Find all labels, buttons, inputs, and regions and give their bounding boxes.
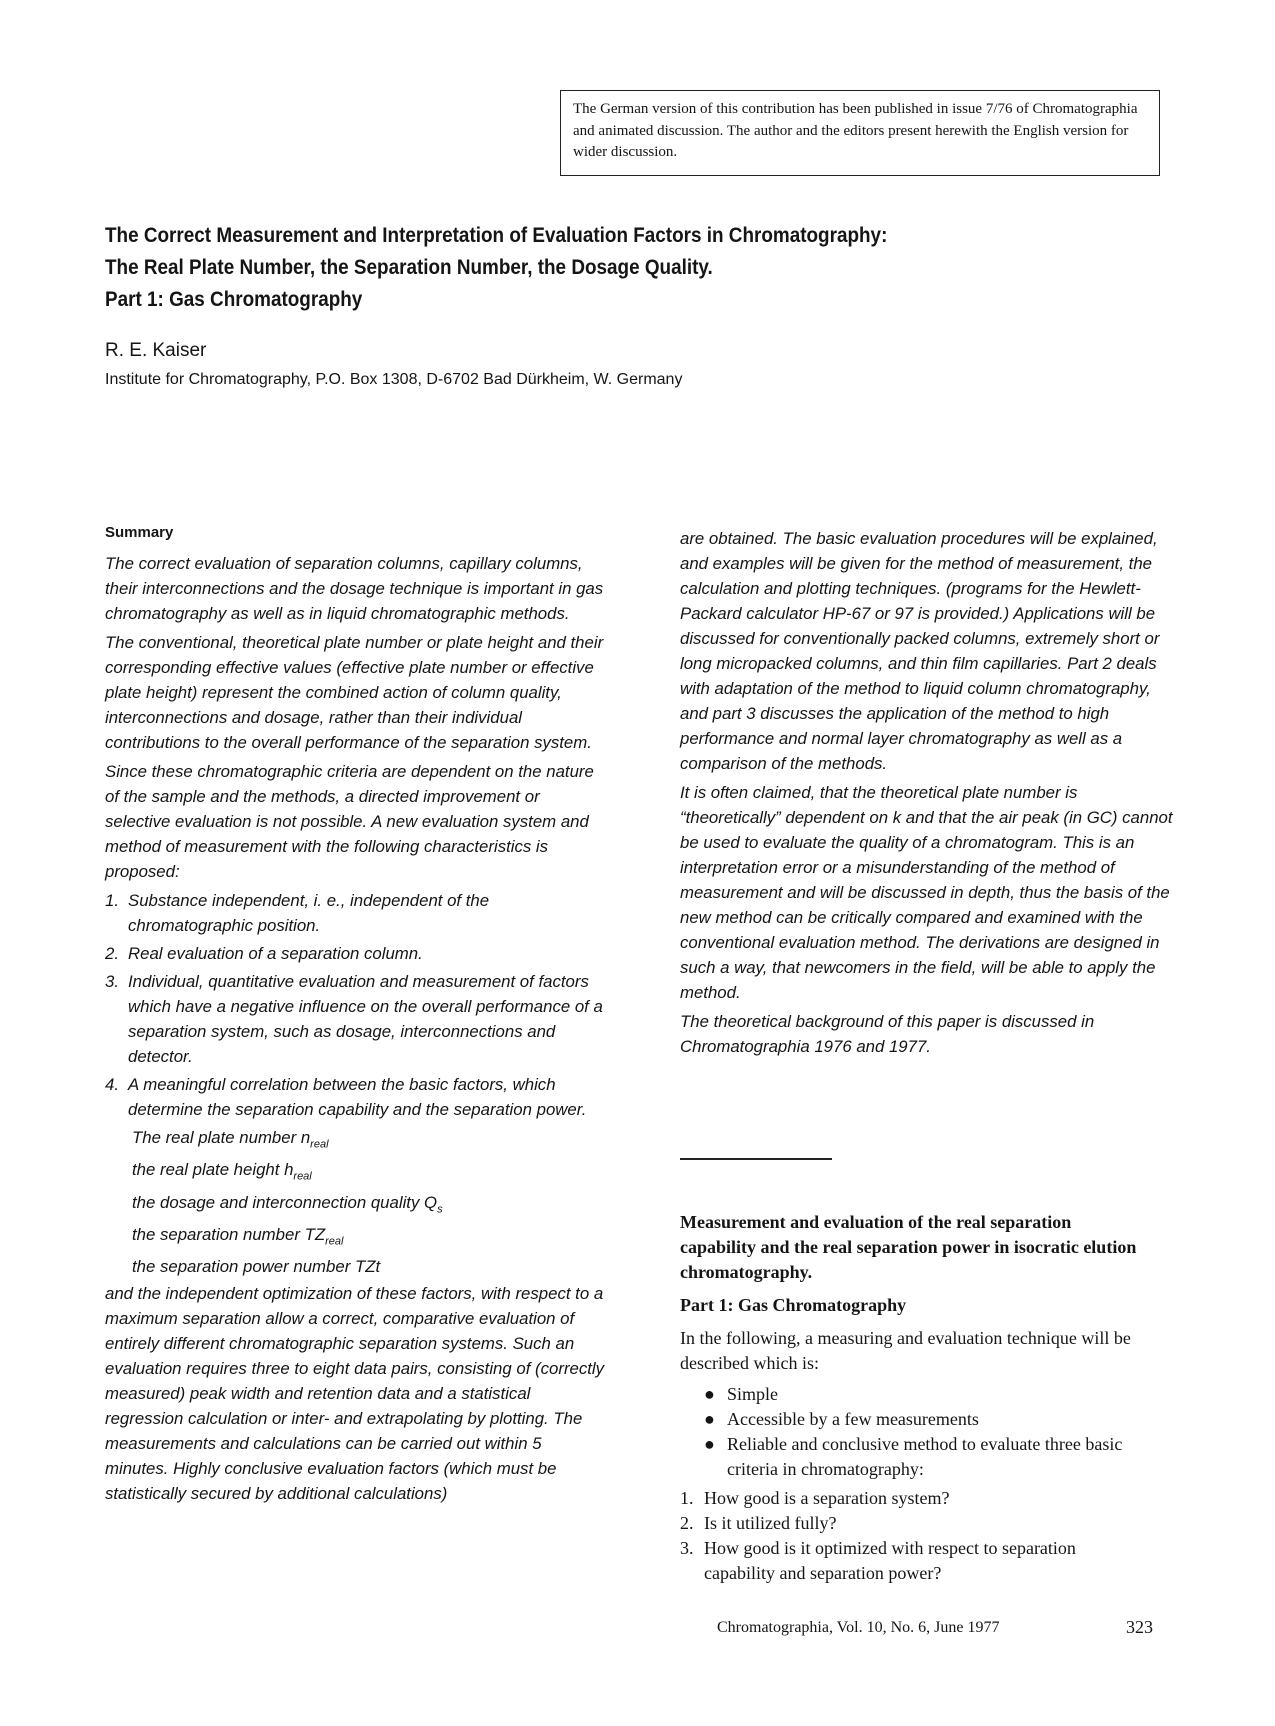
item-text: Individual, quantitative evaluation and measurement of factors which have a negative influence on the overall performance of a separation system, such as dosage, interconnections and detector. — [128, 972, 603, 1066]
item-text: Accessible by a few measurements — [727, 1409, 979, 1429]
list-item — [680, 1432, 1150, 1482]
definition-text: The real plate number n — [132, 1128, 311, 1147]
item-number: 1. — [105, 891, 119, 910]
main-section — [680, 1210, 1150, 1586]
paragraph: are obtained. The basic evaluation procedures will be explained, and examples will be given for the method of measurement, the calculation and plotting techniques. (programs for the Hewlett-Packard calculator HP-67 or 97 is provided.) Applications will be discussed for conventionally packed columns, extremely short or long micropacked columns, and thin film capillaries. Part 2 deals with adaptation of the method to liquid column chromatography, and part 3 discusses the application of the method to high performance and normal layer chromatography as well as a comparison of the methods. — [680, 529, 1160, 773]
journal-footer: Chromatographia, Vol. 10, No. 6, June 1977 — [717, 1619, 1000, 1636]
definition-text: the dosage and interconnection quality Q — [132, 1192, 438, 1212]
paragraph: The correct evaluation of separation columns, capillary columns, their interconnections and the dosage technique is important in gas chromatography as well as in liquid chromatographic methods. — [105, 554, 604, 623]
item-number: 2. — [105, 944, 119, 963]
item-text: How good is a separation system? — [704, 1488, 950, 1508]
title-line: The Correct Measurement and Interpretation of Evaluation Factors in Chromatography: — [105, 224, 888, 247]
characteristics-list — [105, 888, 605, 1122]
item-number: 1. — [680, 1488, 694, 1508]
section-heading: Measurement and evaluation of the real separation capability and the real separation power in isocratic elution chromatography. — [680, 1212, 1137, 1282]
definition — [132, 1125, 605, 1157]
item-number: 2. — [680, 1513, 694, 1533]
factor-definitions — [105, 1125, 605, 1279]
article-title — [105, 220, 1095, 316]
section-divider — [680, 1158, 832, 1160]
list-item — [105, 969, 605, 1069]
definition — [132, 1254, 605, 1279]
institution: Institute for Chromatography, P.O. Box 1308, D-6702 Bad Dürkheim, W. Germany — [105, 371, 683, 388]
summary-heading: Summary — [105, 524, 174, 541]
item-text: Simple — [727, 1384, 779, 1404]
item-text: Reliable and conclusive method to evaluate three basic criteria in chromatography: — [727, 1434, 1123, 1479]
definition-text: the real plate height h — [132, 1160, 294, 1180]
list-item — [680, 1382, 1150, 1407]
list-item — [105, 1072, 605, 1122]
item-text: Real evaluation of a separation column. — [128, 944, 423, 963]
list-item — [105, 888, 605, 938]
item-number: 4. — [105, 1075, 119, 1094]
page-number: 323 — [1126, 1617, 1153, 1637]
list-item — [680, 1486, 1150, 1511]
definition — [132, 1157, 605, 1189]
subscript: s — [437, 1203, 443, 1216]
item-text: How good is it optimized with respect to separation capability and separation power? — [704, 1538, 1076, 1583]
subscript: real — [293, 1170, 312, 1183]
translation-note-box: The German version of this contribution has been published in issue 7/76 of Chromatographia and animated discussion. The author and the editors present herewith the English version for wider discussion. — [560, 90, 1160, 176]
paragraph: It is often claimed, that the theoretical plate number is “theoretically” dependent on k and that the air peak (in GC) cannot be used to evaluate the quality of a chromatogram. This is an interpretation error or a misunderstanding of the method of measurement and will be discussed in depth, thus the basis of the new method can be critically compared and examined with the conventional evaluation method. The derivations are designed in such a way, that newcomers in the field, will be able to apply the method. — [680, 783, 1173, 1002]
paragraph: and the independent optimization of these factors, with respect to a maximum separation allow a correct, comparative evaluation of entirely different chromatographic separation systems. Such an evaluation requires three to eight data pairs, consisting of (correctly measured) peak width and retention data and a statistical regression calculation or inter- and extrapolating by plotting. The measurements and calculations can be carried out within 5 minutes. Highly conclusive evaluation factors (which must be statistically secured by additional calculations) — [105, 1284, 605, 1504]
question-list — [680, 1486, 1150, 1586]
list-item — [680, 1511, 1150, 1536]
bullet-icon: ● — [704, 1409, 715, 1429]
list-item — [680, 1536, 1150, 1586]
item-text: Substance independent, i. e., independent of the chromatographic position. — [128, 891, 490, 935]
subscript: real — [325, 1235, 344, 1248]
item-number: 3. — [105, 972, 119, 991]
summary-right-column — [680, 526, 1180, 1063]
title-line: The Real Plate Number, the Separation Number, the Dosage Quality. — [105, 256, 713, 279]
definition — [132, 1190, 605, 1222]
title-line: Part 1: Gas Chromatography — [105, 288, 363, 311]
definition — [132, 1222, 605, 1254]
definition-text: the separation number TZ — [132, 1225, 326, 1245]
bullet-list — [680, 1382, 1150, 1482]
paragraph: Since these chromatographic criteria are dependent on the nature of the sample and the methods, a directed improvement or selective evaluation is not possible. A new evaluation system and method of measurement with the following characteristics is proposed: — [105, 762, 594, 881]
list-item — [680, 1407, 1150, 1432]
item-text: A meaningful correlation between the basic factors, which determine the separation capability and the separation power. — [128, 1075, 587, 1119]
item-number: 3. — [680, 1538, 694, 1558]
bullet-icon: ● — [704, 1434, 715, 1454]
paragraph: The theoretical background of this paper is discussed in Chromatographia 1976 and 1977. — [680, 1012, 1095, 1056]
bullet-icon: ● — [704, 1384, 715, 1404]
section-subheading: Part 1: Gas Chromatography — [680, 1295, 907, 1315]
definition-text: the separation power number TZt — [132, 1257, 381, 1277]
paragraph: The conventional, theoretical plate number or plate height and their corresponding effective values (effective plate number or effective plate height) represent the combined action of column quality, interconnections and dosage, rather than their individual contributions to the overall performance of the separation system. — [105, 633, 604, 752]
item-text: Is it utilized fully? — [704, 1513, 837, 1533]
summary-left-column — [105, 520, 605, 1510]
paragraph: In the following, a measuring and evaluation technique will be described which is: — [680, 1328, 1131, 1373]
author: R. E. Kaiser — [105, 340, 207, 361]
subscript: real — [310, 1138, 329, 1151]
list-item — [105, 941, 605, 966]
